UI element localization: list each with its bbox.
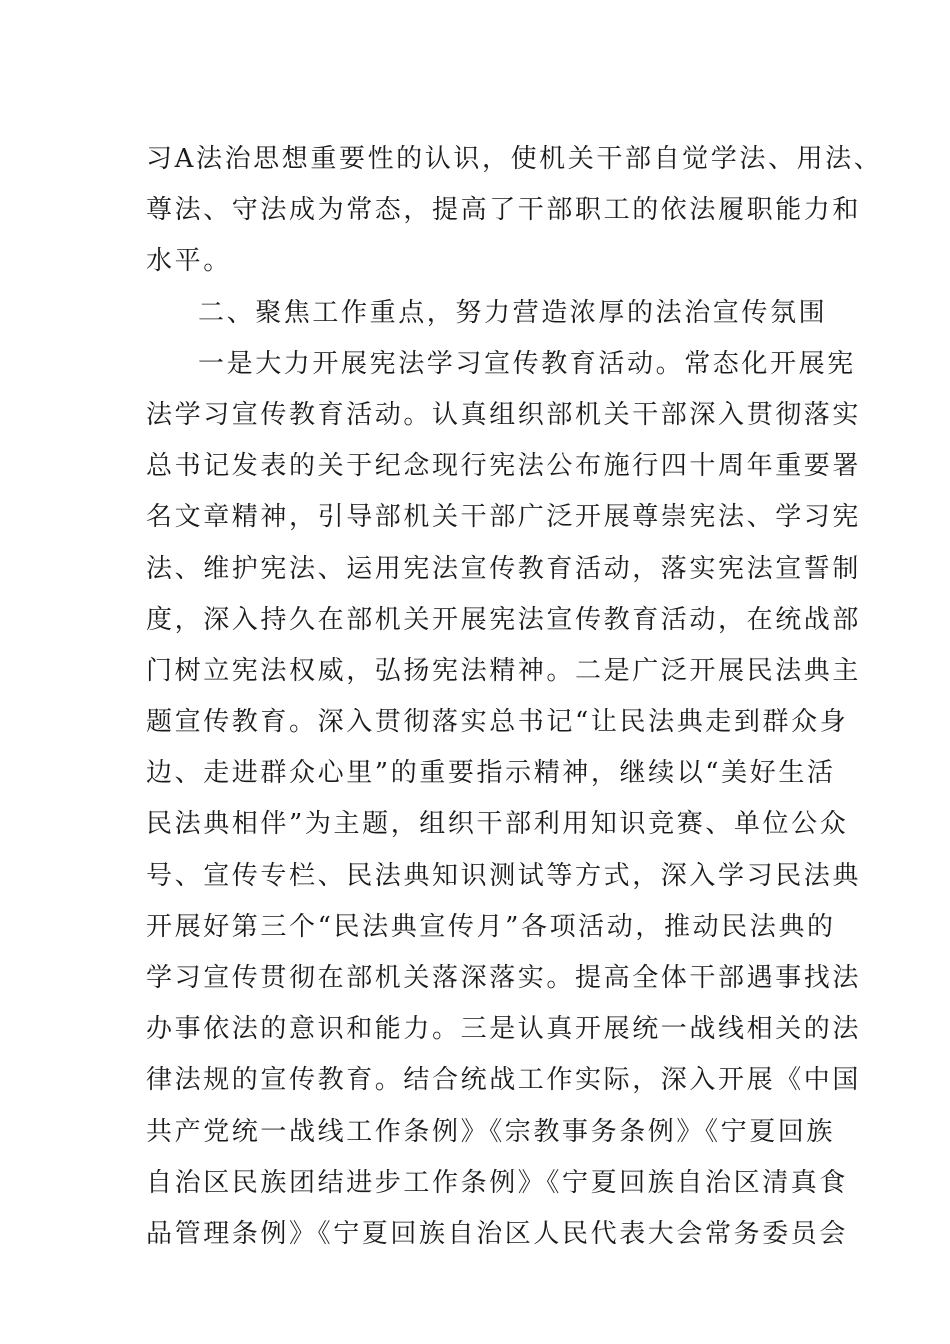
text-line: 号、宣传专栏、民法典知识测试等方式，深入学习民法典: [146, 860, 862, 891]
text-line: 民法典相伴”为主题，组织干部利用知识竞赛、单位公众: [146, 809, 849, 840]
text-line: 门树立宪法权威，弘扬宪法精神。二是广泛开展民法典主: [146, 655, 862, 686]
text-line: 学习宣传贯彻在部机关落深落实。提高全体干部遇事找法: [146, 963, 862, 993]
paragraph-start: 一是大力开展宪法学习宣传教育活动。常态化开展宪: [198, 348, 856, 379]
text-line: 度，深入持久在部机关开展宪法宣传教育活动，在统战部: [146, 604, 862, 635]
text-line: 开展好第三个“民法典宣传月”各项活动，推动民法典的: [146, 911, 836, 942]
text-line: 水平。: [146, 246, 232, 277]
text-line: 自治区民族团结进步工作条例》《宁夏回族自治区清真食: [146, 1167, 849, 1198]
text-line: 律法规的宣传教育。结合统战工作实际，深入开展《中国: [146, 1065, 862, 1096]
text-line: 总书记发表的关于纪念现行宪法公布施行四十周年重要署: [146, 451, 862, 482]
section-heading: 二、聚焦工作重点，努力营造浓厚的法治宣传氛围: [198, 297, 828, 328]
text-line: 习A法治思想重要性的认识，使机关干部自觉学法、用法、: [146, 144, 883, 174]
text-line: 法学习宣传教育活动。认真组织部机关干部深入贯彻落实: [146, 399, 862, 430]
text-line: 边、走进群众心里”的重要指示精神，继续以“美好生活: [146, 758, 836, 789]
text-line: 品管理条例》《宁夏回族自治区人民代表大会常务委员会: [146, 1218, 849, 1249]
text-line: 办事依法的意识和能力。三是认真开展统一战线相关的法: [146, 1014, 862, 1045]
text-line: 题宣传教育。深入贯彻落实总书记“让民法典走到群众身: [146, 707, 849, 738]
text-line: 法、维护宪法、运用宪法宣传教育活动，落实宪法宣誓制: [146, 553, 862, 584]
document-body: [146, 134, 883, 1260]
text-line: 共产党统一战线工作条例》《宗教事务条例》《宁夏回族: [146, 1116, 836, 1147]
text-line: 尊法、守法成为常态，提高了干部职工的依法履职能力和: [146, 195, 862, 226]
text-line: 名文章精神，引导部机关干部广泛开展尊崇宪法、学习宪: [146, 502, 862, 533]
